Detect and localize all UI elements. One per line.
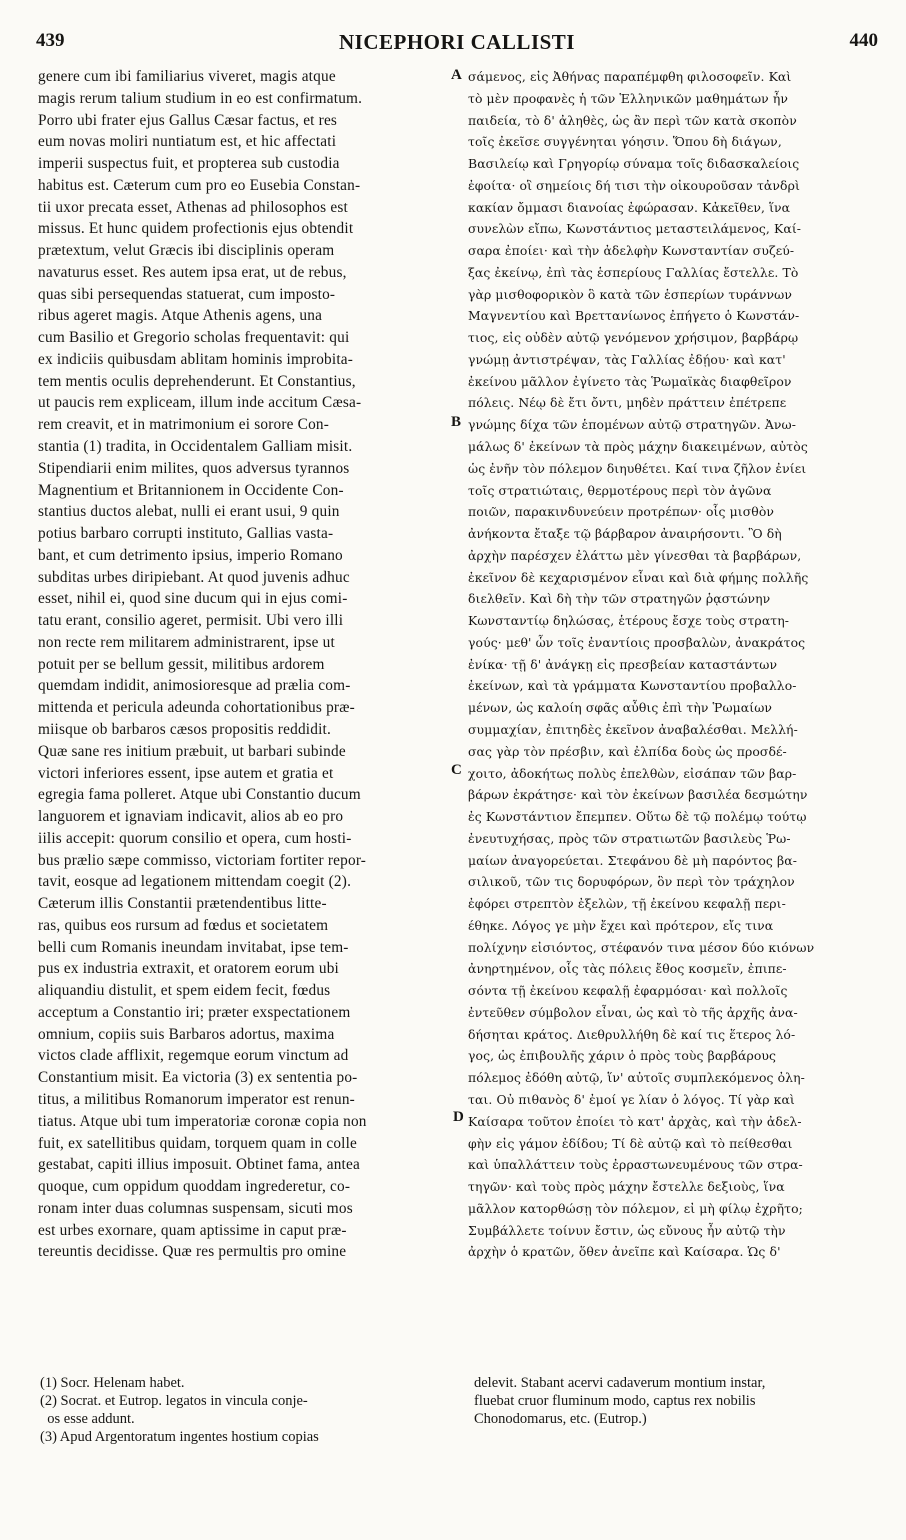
footnote-1: (1) Socr. Helenam habet. (40, 1375, 185, 1391)
page-header (36, 30, 878, 62)
footnote-2-continued: os esse addunt. (40, 1411, 135, 1427)
footnote-3-continued-line-2: fluebat cruor fluminum modo, captus rex nobilis (474, 1393, 756, 1409)
running-title: NICEPHORI CALLISTI (339, 30, 575, 54)
margin-marker-b: B (451, 414, 462, 430)
footnotes-right (474, 1374, 894, 1428)
footnote-3-continued-line-3: Chonodomarus, etc. (Eutrop.) (474, 1411, 647, 1427)
greek-column: σάμενος, εἰς Ἀθήνας παραπέμφθη φιλοσοφεῖν. Καὶ τὸ μὲν προφανὲς ἡ τῶν Ἑλληνικῶν μαθημάτων ἦν παιδεία, τὸ δ' ἀληθὲς, ὡς ἂν περὶ τῶν κατὰ σκοπὸν τοῖς ἐκεῖσε συγγένηται γόησιν. Ὅπου δὴ διάγων, Βασιλείῳ καὶ Γρηγορίῳ σύναμα τοῖς διδασκαλείοις ἐφοίτα· οἳ σημείοις δή τισι τὴν οἰκουροῦσαν τἀνδρὶ κακίαν ὄμμασι διανοίας ἐφώρασαν. Κἀκεῖθεν, ἵνα συνελὼν εἴπω, Κωνστάντιος μεταστειλάμενος, Καί- σαρα ἐποίει· καὶ τὴν ἀδελφὴν Κωνσταντίαν συζεύ- ξας ἐκείνῳ, ἐπὶ τὰς ἑσπερίους Γαλλίας ἔστελλε. Τὸ γὰρ μισθοφορικὸν ὃ κατὰ τῶν ἑσπερίων τυράννων Μαγνεντίου καὶ Βρεττανίωνος ἐπήγετο ὁ Κωνστάν- τιος, εἰς οὐδὲν αὐτῷ γενόμενον χρήσιμον, βαρβάρῳ γνώμῃ ἀντιστρέψαν, τὰς Γαλλίας ἐδῄου· καὶ κατ' ἐκείνου μᾶλλον ἐγίνετο τὰς Ῥωμαϊκὰς διαφθεῖρον πόλεις. Νέῳ δὲ ἔτι ὄντι, μηδὲν πράττειν ἐπέτρεπε γνώμης δίχα τῶν ἑπομένων αὐτῷ στρατηγῶν. Ἀνω- μάλως δ' ἐκείνων τὰ πρὸς μάχην διακειμένων, αὐτὸς ὡς ἐνῆν τὸν πόλεμον διηυθέτει. Καί τινα ζῆλον ἐνίει τοῖς στρατιώταις, θερμοτέρους περὶ τὸν ἀγῶνα ποιῶν, παρακινδυνεύειν προτρέπων· οἷς μισθὸν ἀνήκοντα ἔταξε τῷ βάρβαρον ἀναιρήσοντι. Ὃ δὴ ἀρχὴν παρέσχεν ἐλάττω μὲν γίνεσθαι τὰ βαρβάρων, ἐκεῖνον δὲ κεχαρισμένον εἶναι καὶ διὰ φήμης πολλῆς διελθεῖν. Καὶ δὴ τὴν τῶν στρατηγῶν ῥᾳστώνην Κωνσταντίῳ δηλώσας, ἑτέρους ἔσχε τοὺς στρατη- γούς· μεθ' ὧν τοῖς ἐναντίοις προσβαλὼν, ἀνακράτος ἐνίκα· τῇ δ' ἀνάγκῃ εἰς πρεσβείαν καταστάντων ἐκείνων, καὶ τὰ γράμματα Κωνσταντίου προβαλλο- μένων, ὡς καλοίη σφᾶς αὖθις ἐπὶ τὴν Ῥωμαίων συμμαχίαν, ἐπιτηδὲς ἐκεῖνον ἀναβαλέσθαι. Μελλή- σας γὰρ τὸν πρέσβιν, καὶ ἐλπίδα δοὺς ὡς προσδέ- χοιτο, ἀδοκήτως πολὺς ἐπελθὼν, εἰσάπαν τῶν βαρ- βάρων ἐκράτησε· καὶ τὸν ἐκείνων βασιλέα δεσμώτην ἐς Κωνστάντιον ἔπεμπεν. Οὕτω δὲ τῷ πολέμῳ τούτῳ ἐνευτυχήσας, πρὸς τῶν στρατιωτῶν βασιλεὺς Ῥω- μαίων ἀναγορεύεται. Στεφάνου δὲ μὴ παρόντος βα- σιλικοῦ, τῶν τις δορυφόρων, ὃν περὶ τὸν τράχηλον ἐφόρει στρεπτὸν ἐξελὼν, τῇ ἐκείνου κεφαλῇ περι- έθηκε. Λόγος γε μὴν ἔχει καὶ πρότερον, εἴς τινα πολίχνην εἰσιόντος, στέφανόν τινα μέσον δύο κιόνων ἀνηρτημένον, οἷς τὰς πόλεις ἔθος κοσμεῖν, ἐπιπε- σόντα τῇ ἐκείνου κεφαλῇ ἐφαρμόσαι· καὶ πολλοῖς ἐντεῦθεν σύμβολον εἶναι, ὡς καὶ τὸ τῆς ἀρχῆς ἀνα- δήσηται κράτος. Διεθρυλλήθη δὲ καί τις ἕτερος λό- γος, ὡς ἐπιβουλῆς χάριν ὁ πρὸς τοὺς βαρβάρους πόλεμος ἐδόθη αὐτῷ, ἵν' αὐτοῖς συμπλεκόμενος ὀλη- ται. Οὐ πιθανὸς δ' ἐμοί γε λίαν ὁ λόγος. Τί γὰρ καὶ Καίσαρα τοῦτον ἐποίει τὸ κατ' ἀρχὰς, καὶ τὴν ἀδελ- φὴν εἰς γάμον ἐδίδου; Τί δὲ αὐτῷ καὶ τὸ πείθεσθαι καὶ ὑπαλλάττειν τοὺς ἐρραστωνευμένους τῶν στρα- τηγῶν· καὶ τοὺς πρὸς μάχην ἔστελλε δεξιοὺς, ἵνα μᾶλλον κατορθώσῃ τὸν πόλεμον, εἰ μὴ φίλῳ ἐχρῆτο; Συμβάλλετε τοίνυν ἔστιν, ὡς εὔνους ἦν αὐτῷ τὴν ἀρχὴν ὁ κρατῶν, ὅθεν ἀνεῖπε καὶ Καίσαρα. Ὡς δ' (468, 69, 815, 1260)
page-number-right: 440 (849, 30, 878, 51)
latin-column: genere cum ibi familiarius viveret, magis atque magis rerum talium studium in eo est confirmatum. Porro ubi frater ejus Gallus Cæsar factus, et res eum novas moliri nuntiatum est, et hic affectati imperii suspectus fuit, et propterea sub custodia habitus est. Cæterum cum pro eo Eusebia Constan- tii uxor precata esset, Athenas ad philosophos est missus. Et hunc quidem profectionis ejus obtendit prætextum, velut Græcis ibi disciplinis operam navaturus esset. Res autem ipsa erat, ut de rebus, quas sibi persequendas statuerat, cum imposto- ribus ageret magis. Atque Athenis agens, una cum Basilio et Gregorio scholas frequentavit: qui ex indiciis quibusdam ablitam hominis improbita- tem mentis oculis deprehenderunt. Et Constantius, ut paucis rem expliceam, illum inde accitum Cæsa- rem creavit, et in matrimonium ei sorore Con- stantia (1) tradita, in Occidentalem Galliam misit. Stipendiarii enim milites, quos adversus tyrannos Magnentium et Britannionem in Occidente Con- stantius ductos alebat, nulli ei erant usui, 9 quin potius barbaro corrupti instituto, Gallias vasta- bant, et cum detrimento ipsius, imperio Romano subditas urbes diripiebant. At quod juvenis adhuc esset, nihil ei, quod sine ducum qui in ejus comi- tatu erant, consilio ageret, permisit. Ubi vero illi non recte rem militarem administrarent, ipse ut potuit per se bellum gessit, militibus ardorem quemdam indidit, animosioresque ad prælia com- mittenda et pericula adeunda cohortationibus præ- miisque ob barbaros cæsos propositis reddidit. Quæ sane res initium præbuit, ut barbari subinde victori inferiores essent, ipse autem et gratia et egregia fama polleret. Atque ubi Constantio ducum languorem et ignaviam indicavit, alios ab eo pro iilis accepit: quorum consilio et opera, cum hosti- bus prælio sæpe commisso, victoriam fortiter repor- tavit, eosque ad legationem mittendam coegit (2). Cæterum illis Constantii prætendentibus litte- ras, quibus eos rursum ad fœdus et societatem belli cum Romanis ineundam invitabat, ipse tem- pus ex industria extraxit, et oratorem eorum ubi aliquandiu distulit, et spem eidem fecit, fœdus acceptum a Constantio iri; præter exspectationem omnium, copiis suis Barbaros adortus, maxima victos clade afflixit, regemque eorum vinctum ad Constantium misit. Ea victoria (3) ex sententia po- titus, a militibus Romanorum imperator est renun- tiatus. Atque ubi tum imperatoriæ coronæ copia non fuit, ex satellitibus quidam, torquem quam in colle gestabat, capiti illius imposuit. Obtinet fama, antea quoque, cum oppidum quoddam ingrederetur, co- ronam inter duas columnas suspensam, sicuti mos est urbes exornare, quam aptissime in caput præ- tereuntis decidisse. Quæ res permultis pro omine (38, 68, 367, 1261)
page-number-left: 439 (36, 30, 65, 51)
footnotes-left (40, 1374, 460, 1446)
margin-marker-c: C (451, 762, 462, 778)
footnote-3-continued-line-1: delevit. Stabant acervi cadaverum montium instar, (474, 1375, 766, 1391)
margin-marker-d: D (453, 1109, 464, 1125)
footnote-3: (3) Apud Argentoratum ingentes hostium copias (40, 1429, 319, 1445)
margin-marker-a: A (451, 67, 462, 83)
footnote-2: (2) Socrat. et Eutrop. legatos in vincula conje- (40, 1393, 308, 1409)
